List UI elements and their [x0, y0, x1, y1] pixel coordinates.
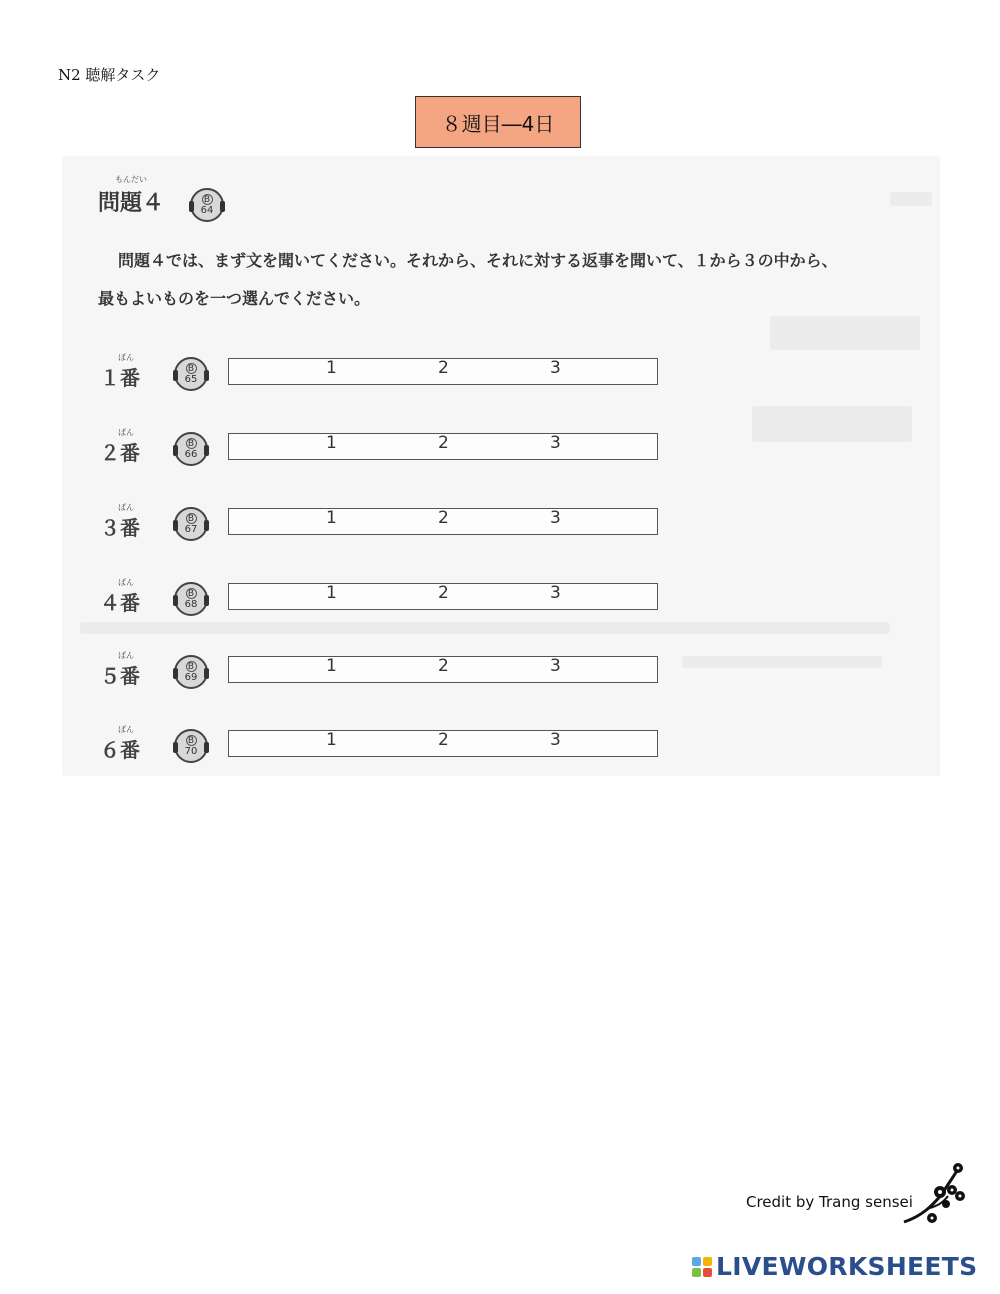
question-number: １番	[100, 366, 140, 390]
question-number: ３番	[100, 516, 140, 540]
question-ruby: ばん	[118, 578, 134, 587]
question-number: ６番	[100, 738, 140, 762]
audio-track-number: 64	[200, 205, 214, 216]
problem-title	[98, 175, 165, 217]
question-label	[100, 578, 140, 616]
liveworksheets-logo	[692, 1252, 977, 1281]
instructions	[98, 242, 928, 318]
choice-option[interactable]: 1	[326, 730, 337, 750]
audio-prefix: B	[186, 588, 197, 599]
instruction-line-2: 最もよいものを一つ選んでください。	[98, 289, 371, 308]
problem-title-ruby: もんだい	[115, 175, 147, 184]
bleed-through-mark	[890, 192, 932, 206]
choice-option[interactable]: 2	[438, 358, 449, 378]
audio-track-number: 67	[184, 524, 198, 535]
problem-title-label: 問題４	[98, 191, 165, 216]
audio-track-number: 65	[184, 374, 198, 385]
question-number: ２番	[100, 441, 140, 465]
question-row	[100, 651, 670, 690]
brand-name: LIVEWORKSHEETS	[716, 1252, 978, 1281]
headphones-icon[interactable]	[190, 188, 224, 222]
headphones-icon[interactable]	[174, 729, 208, 763]
choice-option[interactable]: 3	[550, 358, 561, 378]
week-badge: ８週目―4日	[415, 96, 581, 148]
choice-option[interactable]: 3	[550, 433, 561, 453]
choice-option[interactable]: 3	[550, 583, 561, 603]
question-number: ４番	[100, 591, 140, 615]
question-label	[100, 353, 140, 391]
headphones-icon[interactable]	[174, 582, 208, 616]
question-ruby: ばん	[118, 353, 134, 362]
question-label	[100, 651, 140, 689]
choice-option[interactable]: 2	[438, 433, 449, 453]
choice-option[interactable]: 1	[326, 656, 337, 676]
audio-track-number: 69	[184, 672, 198, 683]
question-ruby: ばん	[118, 503, 134, 512]
audio-prefix: B	[186, 513, 197, 524]
bleed-through-mark	[682, 656, 882, 668]
headphones-icon[interactable]	[174, 507, 208, 541]
choice-option[interactable]: 2	[438, 656, 449, 676]
choice-option[interactable]: 3	[550, 508, 561, 528]
problem-title-text	[98, 175, 165, 217]
bleed-through-mark	[752, 406, 912, 442]
audio-prefix: B	[186, 661, 197, 672]
headphones-icon[interactable]	[174, 655, 208, 689]
headphones-icon[interactable]	[174, 357, 208, 391]
question-row	[100, 503, 670, 542]
question-row	[100, 428, 670, 467]
blossom-branch-icon	[902, 1160, 968, 1230]
question-ruby: ばん	[118, 725, 134, 734]
audio-track-number: 66	[184, 449, 198, 460]
choice-option[interactable]: 2	[438, 730, 449, 750]
question-number: ５番	[100, 664, 140, 688]
question-row	[100, 725, 670, 764]
choice-option[interactable]: 1	[326, 358, 337, 378]
choice-option[interactable]: 2	[438, 583, 449, 603]
choice-option[interactable]: 3	[550, 730, 561, 750]
question-label	[100, 428, 140, 466]
choice-option[interactable]: 1	[326, 508, 337, 528]
question-ruby: ばん	[118, 428, 134, 437]
logo-tiles	[692, 1257, 712, 1277]
doc-label: N2 聴解タスク	[58, 66, 161, 84]
question-label	[100, 725, 140, 763]
credit-text: Credit by Trang sensei	[746, 1193, 913, 1211]
headphones-icon[interactable]	[174, 432, 208, 466]
choice-option[interactable]: 2	[438, 508, 449, 528]
choice-option[interactable]: 1	[326, 583, 337, 603]
bleed-through-mark	[80, 622, 890, 634]
question-label	[100, 503, 140, 541]
instruction-line-1: 問題４では、まず文を聞いてください。それから、それに対する返事を聞いて、１から３の中から、	[118, 251, 838, 270]
audio-prefix: B	[186, 363, 197, 374]
audio-prefix: B	[202, 194, 213, 205]
choice-option[interactable]: 3	[550, 656, 561, 676]
choice-option[interactable]: 1	[326, 433, 337, 453]
bleed-through-mark	[770, 316, 920, 350]
audio-track-number: 70	[184, 746, 198, 757]
question-ruby: ばん	[118, 651, 134, 660]
audio-track-number: 68	[184, 599, 198, 610]
audio-prefix: B	[186, 438, 197, 449]
audio-prefix: B	[186, 735, 197, 746]
question-row	[100, 353, 670, 392]
question-row	[100, 578, 670, 617]
